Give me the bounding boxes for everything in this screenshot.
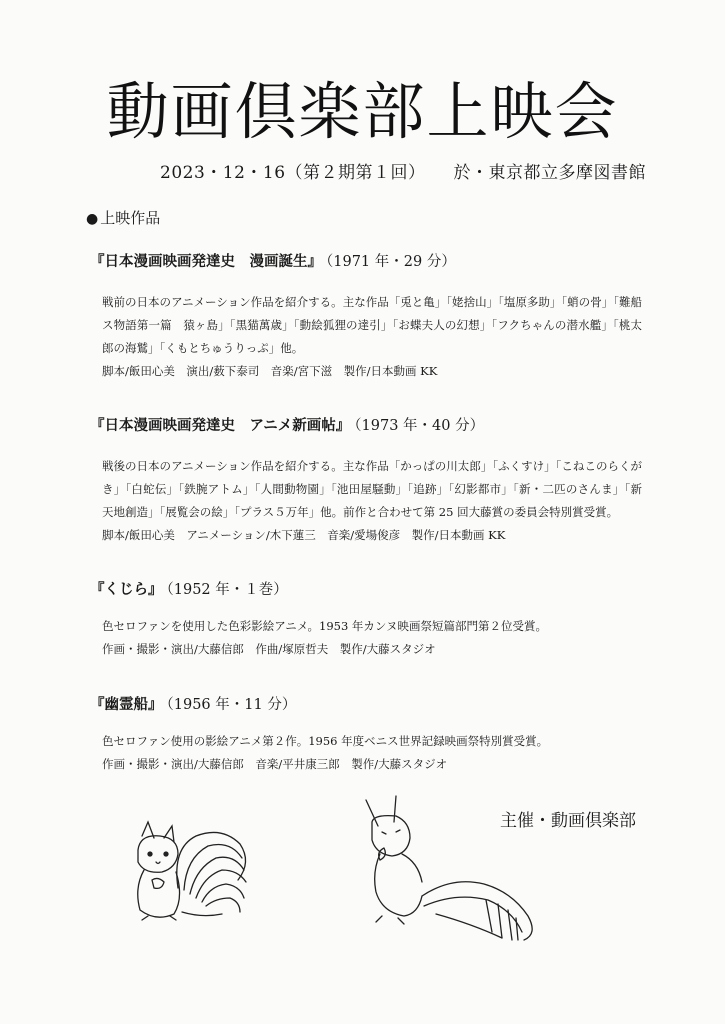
page-title: 動画倶楽部上映会	[106, 75, 619, 148]
film-title-text: 『幽霊船』	[90, 696, 163, 713]
film-description: 色セロファン使用の影絵アニメ第２作。1956 年度ベニス世界記録映画祭特別賞受賞。	[102, 734, 549, 748]
film-credits: 脚本/飯田心美 アニメーション/木下蓮三 音楽/愛場俊彦 製作/日本動画 KK	[102, 528, 506, 542]
film-description: 戦後の日本のアニメーション作品を紹介する。主な作品「かっぱの川太郎」「ふくすけ」「こねこのらくがき」「白蛇伝」「鉄腕アトム」「人間動物園」「池田屋騒動」「追跡」「幻影都市」「新・二匹のさんま」「新天地創造」「展覧会の絵」「プラス５万年」他。前作と合わせて第 25 回大藤賞の委員会特別賞受賞。	[102, 459, 642, 519]
film-description: 色セロファンを使用した色彩影絵アニメ。1953 年カンヌ映画祭短篇部門第２位受賞。	[102, 619, 547, 633]
organizer-credit: 主催・動画倶楽部	[500, 811, 636, 831]
section-heading-label: 上映作品	[100, 209, 161, 227]
film-credits: 脚本/飯田心美 演出/薮下泰司 音楽/宮下滋 製作/日本動画 KK	[102, 364, 438, 378]
film-title	[90, 414, 650, 435]
event-venue: 於・東京都立多摩図書館	[453, 163, 647, 183]
squirrel-sketch-icon	[112, 818, 262, 928]
bullet-icon: ●	[86, 211, 99, 227]
film-title	[90, 250, 650, 271]
section-heading	[86, 207, 160, 228]
event-date-line	[160, 158, 646, 183]
film-meta: （1956 年・11 分）	[166, 697, 297, 713]
film-title	[90, 578, 650, 599]
film-title	[90, 693, 650, 714]
film-entry	[90, 693, 650, 776]
film-meta: （1952 年・１巻）	[166, 582, 288, 598]
film-entry	[90, 250, 650, 383]
film-title-text: 『日本漫画映画発達史 アニメ新画帖』	[90, 417, 351, 434]
film-description: 戦前の日本のアニメーション作品を紹介する。主な作品「兎と亀」「姥捨山」「塩原多助」「蛸の骨」「難船ス物語第一篇 猿ヶ島」「黒猫萬歳」「動絵狐狸の達引」「お蝶夫人の幻想」「フクちゃんの潜水艦」「桃太郎の海鷲」「くもとちゅうりっぷ」他。	[102, 295, 642, 355]
film-title-text: 『日本漫画映画発達史 漫画誕生』	[90, 253, 322, 270]
film-entry	[90, 414, 650, 547]
film-meta: （1973 年・40 分）	[354, 418, 485, 434]
film-title-text: 『くじら』	[90, 581, 163, 598]
film-meta: （1971 年・29 分）	[326, 254, 456, 270]
film-entry	[90, 578, 650, 661]
film-credits: 作画・撮影・演出/大藤信郎 作曲/塚原哲夫 製作/大藤スタジオ	[102, 642, 436, 656]
fox-sketch-icon	[352, 792, 552, 942]
event-date: 2023・12・16（第２期第１回）	[160, 163, 426, 183]
film-credits: 作画・撮影・演出/大藤信郎 音楽/平井康三郎 製作/大藤スタジオ	[102, 757, 448, 771]
